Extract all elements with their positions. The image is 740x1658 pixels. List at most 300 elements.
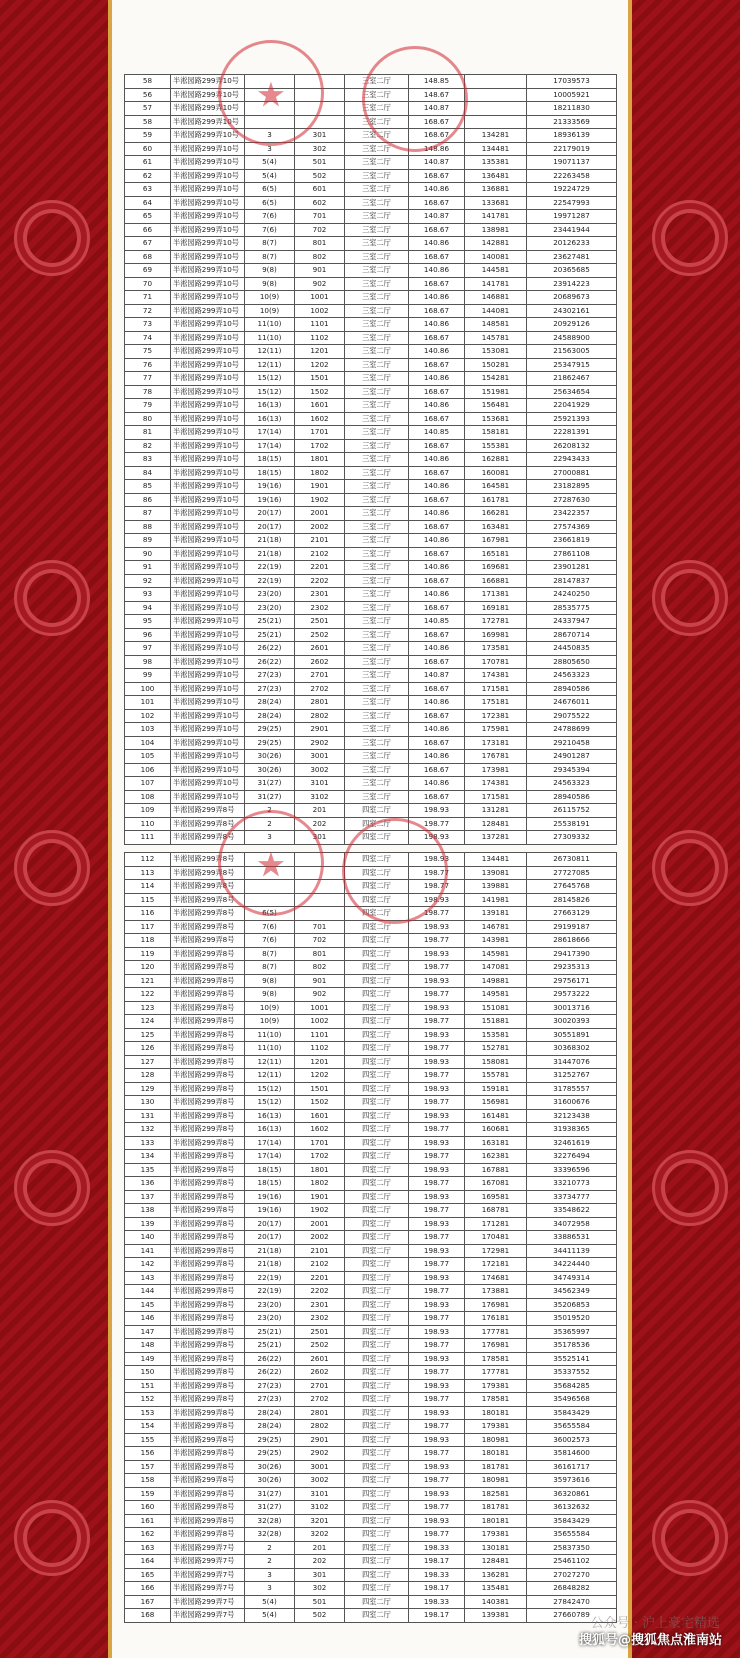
table-cell: 半淞园路299弄10号 [171, 439, 245, 453]
table-cell: 168.67 [409, 304, 465, 318]
table-cell: 35337552 [527, 1366, 617, 1380]
table-row [125, 291, 617, 305]
table-cell: 半淞园路299弄10号 [171, 493, 245, 507]
table-cell: 139081 [465, 866, 527, 880]
table-cell: 半淞园路299弄8号 [171, 1420, 245, 1434]
table-cell: 175181 [465, 696, 527, 710]
table-cell: 130 [125, 1096, 171, 1110]
table-cell: 75 [125, 345, 171, 359]
table-cell: 三室二厅 [345, 237, 409, 251]
table-row [125, 1339, 617, 1353]
table-row [125, 988, 617, 1002]
table-row [125, 709, 617, 723]
table-cell: 159181 [465, 1082, 527, 1096]
table-cell: 三室二厅 [345, 88, 409, 102]
table-cell: 119 [125, 947, 171, 961]
table-cell: 半淞园路299弄10号 [171, 169, 245, 183]
table-cell: 半淞园路299弄10号 [171, 763, 245, 777]
table-cell: 146881 [465, 291, 527, 305]
table-cell: 三室二厅 [345, 102, 409, 116]
table-cell: 半淞园路299弄10号 [171, 520, 245, 534]
table-cell: 2102 [295, 1258, 345, 1272]
table-cell: 1201 [295, 345, 345, 359]
gold-line-right [628, 0, 632, 1658]
table-cell: 179381 [465, 1528, 527, 1542]
table-cell: 半淞园路299弄8号 [171, 1312, 245, 1326]
table-cell: 198.93 [409, 831, 465, 845]
table-cell: 110 [125, 817, 171, 831]
table-cell: 23(20) [245, 1298, 295, 1312]
table-cell: 19971287 [527, 210, 617, 224]
table-row [125, 520, 617, 534]
table-cell: 151981 [465, 385, 527, 399]
table-cell: 半淞园路299弄10号 [171, 129, 245, 143]
table-cell: 2201 [295, 561, 345, 575]
table-cell: 153681 [465, 412, 527, 426]
table-cell: 1801 [295, 453, 345, 467]
table-cell: 168.67 [409, 169, 465, 183]
table-cell: 28805650 [527, 655, 617, 669]
table-cell: 三室二厅 [345, 439, 409, 453]
table-cell: 18(15) [245, 466, 295, 480]
table-cell: 17(14) [245, 1136, 295, 1150]
table-cell: 168.67 [409, 736, 465, 750]
table-cell: 9(8) [245, 974, 295, 988]
table-cell: 四室二厅 [345, 947, 409, 961]
table-cell: 140.86 [409, 183, 465, 197]
table-cell: 140.86 [409, 453, 465, 467]
table-cell: 140 [125, 1231, 171, 1245]
table-cell: 2002 [295, 1231, 345, 1245]
table-cell: 166881 [465, 574, 527, 588]
table-cell: 198.93 [409, 920, 465, 934]
table-cell: 四室二厅 [345, 1406, 409, 1420]
table-cell: 70 [125, 277, 171, 291]
price-table-2 [124, 852, 617, 1623]
table-cell: 198.93 [409, 1055, 465, 1069]
table-row [125, 1582, 617, 1596]
table-cell: 半淞园路299弄10号 [171, 736, 245, 750]
table-cell: 168.67 [409, 277, 465, 291]
table-cell: 171581 [465, 790, 527, 804]
table-cell: 152 [125, 1393, 171, 1407]
table-row [125, 547, 617, 561]
table-cell: 28940586 [527, 790, 617, 804]
table-cell: 半淞园路299弄10号 [171, 372, 245, 386]
table-cell [465, 75, 527, 89]
table-cell: 169581 [465, 1190, 527, 1204]
table-cell: 2502 [295, 628, 345, 642]
table-cell: 128 [125, 1069, 171, 1083]
table-cell: 163481 [465, 520, 527, 534]
table-row [125, 1474, 617, 1488]
table-cell: 半淞园路299弄10号 [171, 561, 245, 575]
table-cell: 83 [125, 453, 171, 467]
table-cell: 144081 [465, 304, 527, 318]
table-cell: 2901 [295, 1433, 345, 1447]
table-cell: 198.93 [409, 1514, 465, 1528]
table-cell: 145781 [465, 331, 527, 345]
table-cell: 139881 [465, 880, 527, 894]
table-cell: 半淞园路299弄10号 [171, 790, 245, 804]
table-cell: 3001 [295, 1460, 345, 1474]
table-cell: 四室二厅 [345, 1190, 409, 1204]
table-cell: 半淞园路299弄8号 [171, 1298, 245, 1312]
table-cell: 18(15) [245, 1177, 295, 1191]
table-cell: 157 [125, 1460, 171, 1474]
table-cell: 15(12) [245, 1082, 295, 1096]
table-cell: 36132632 [527, 1501, 617, 1515]
table-cell: 19(16) [245, 1204, 295, 1218]
table-cell: 139381 [465, 1609, 527, 1623]
table-cell: 161481 [465, 1109, 527, 1123]
table-cell: 三室二厅 [345, 331, 409, 345]
table-cell: 149881 [465, 974, 527, 988]
table-cell: 198.93 [409, 1028, 465, 1042]
table-cell: 97 [125, 642, 171, 656]
table-cell: 140.85 [409, 615, 465, 629]
table-cell: 半淞园路299弄8号 [171, 1055, 245, 1069]
table-cell: 101 [125, 696, 171, 710]
table-cell: 301 [295, 831, 345, 845]
table-cell: 11(10) [245, 318, 295, 332]
table-row [125, 682, 617, 696]
table-cell: 502 [295, 1609, 345, 1623]
table-row [125, 480, 617, 494]
table-cell: 198.93 [409, 1406, 465, 1420]
table-cell: 168.67 [409, 601, 465, 615]
table-cell: 29199187 [527, 920, 617, 934]
table-cell: 26(22) [245, 1366, 295, 1380]
table-cell: 501 [295, 1595, 345, 1609]
table-cell: 10(9) [245, 1015, 295, 1029]
company-seal-2: ★ [218, 810, 324, 916]
table-cell: 168.67 [409, 790, 465, 804]
table-cell: 三室二厅 [345, 169, 409, 183]
table-cell: 三室二厅 [345, 345, 409, 359]
table-cell: 1502 [295, 1096, 345, 1110]
table-cell: 32(28) [245, 1528, 295, 1542]
table-cell: 四室二厅 [345, 1055, 409, 1069]
table-row [125, 493, 617, 507]
table-cell: 21(18) [245, 534, 295, 548]
table-cell: 2202 [295, 1285, 345, 1299]
table-cell: 三室二厅 [345, 520, 409, 534]
table-cell: 153 [125, 1406, 171, 1420]
table-cell: 164581 [465, 480, 527, 494]
table-cell: 23627481 [527, 250, 617, 264]
table-cell: 149 [125, 1352, 171, 1366]
table-cell: 140.86 [409, 588, 465, 602]
table-cell: 30020393 [527, 1015, 617, 1029]
table-cell: 198.77 [409, 1258, 465, 1272]
table-cell: 702 [295, 934, 345, 948]
table-cell: 三室二厅 [345, 790, 409, 804]
table-cell: 2802 [295, 709, 345, 723]
table-cell: 四室二厅 [345, 1150, 409, 1164]
table-cell: 29345394 [527, 763, 617, 777]
table-cell: 198.77 [409, 1447, 465, 1461]
table-cell: 28535775 [527, 601, 617, 615]
table-cell: 2002 [295, 520, 345, 534]
table-cell: 6(5) [245, 183, 295, 197]
table-cell: 20(17) [245, 1217, 295, 1231]
table-cell: 198.77 [409, 988, 465, 1002]
table-cell: 1501 [295, 1082, 345, 1096]
table-cell: 1001 [295, 291, 345, 305]
table-cell: 7(6) [245, 223, 295, 237]
table-cell: 四室二厅 [345, 1595, 409, 1609]
table-cell: 半淞园路299弄8号 [171, 853, 245, 867]
table-cell: 170481 [465, 1231, 527, 1245]
table-cell: 半淞园路299弄8号 [171, 1406, 245, 1420]
table-cell: 半淞园路299弄8号 [171, 1015, 245, 1029]
ornament-left-5 [14, 1500, 90, 1576]
table-cell: 27727085 [527, 866, 617, 880]
table-cell: 25(21) [245, 1339, 295, 1353]
table-cell: 100 [125, 682, 171, 696]
table-cell: 3 [245, 1568, 295, 1582]
table-cell: 112 [125, 853, 171, 867]
table-cell: 四室二厅 [345, 1339, 409, 1353]
table-cell: 三室二厅 [345, 304, 409, 318]
table-cell: 18(15) [245, 453, 295, 467]
table-cell: 半淞园路299弄10号 [171, 75, 245, 89]
table-cell: 86 [125, 493, 171, 507]
table-cell: 198.77 [409, 1474, 465, 1488]
table-cell: 167981 [465, 534, 527, 548]
table-cell: 三室二厅 [345, 777, 409, 791]
table-cell: 99 [125, 669, 171, 683]
table-cell: 198.77 [409, 961, 465, 975]
table-cell: 1702 [295, 439, 345, 453]
table-cell: 34749314 [527, 1271, 617, 1285]
table-cell: 1502 [295, 385, 345, 399]
table-cell: 1501 [295, 372, 345, 386]
table-row [125, 601, 617, 615]
table-cell: 701 [295, 210, 345, 224]
table-row [125, 1258, 617, 1272]
table-row [125, 1015, 617, 1029]
table-cell: 1002 [295, 1015, 345, 1029]
table-cell: 2801 [295, 696, 345, 710]
table-cell: 26(22) [245, 1352, 295, 1366]
table-cell: 155781 [465, 1069, 527, 1083]
table-row [125, 1528, 617, 1542]
table-cell: 三室二厅 [345, 466, 409, 480]
table-cell: 2202 [295, 574, 345, 588]
table-cell: 半淞园路299弄7号 [171, 1568, 245, 1582]
table-row [125, 1298, 617, 1312]
table-cell: 2701 [295, 669, 345, 683]
table-cell: 201 [295, 1541, 345, 1555]
table-cell: 四室二厅 [345, 1582, 409, 1596]
table-row [125, 669, 617, 683]
table-cell: 76 [125, 358, 171, 372]
table-cell: 129 [125, 1082, 171, 1096]
table-row [125, 196, 617, 210]
table-cell: 140.86 [409, 399, 465, 413]
table-cell: 三室二厅 [345, 750, 409, 764]
table-cell: 半淞园路299弄8号 [171, 947, 245, 961]
table-cell: 16(13) [245, 1123, 295, 1137]
table-cell: 三室二厅 [345, 129, 409, 143]
table-cell: 138981 [465, 223, 527, 237]
table-cell: 2 [245, 804, 295, 818]
table-cell: 134 [125, 1150, 171, 1164]
table-cell: 28147837 [527, 574, 617, 588]
table-cell: 2301 [295, 588, 345, 602]
table-cell: 24563323 [527, 777, 617, 791]
table-cell: 140.87 [409, 210, 465, 224]
table-cell: 33886531 [527, 1231, 617, 1245]
table-cell: 198.93 [409, 1163, 465, 1177]
table-cell: 171281 [465, 1217, 527, 1231]
table-cell: 2701 [295, 1379, 345, 1393]
table-cell: 四室二厅 [345, 1568, 409, 1582]
table-row [125, 736, 617, 750]
table-cell: 1202 [295, 358, 345, 372]
table-cell: 12(11) [245, 358, 295, 372]
table-row [125, 142, 617, 156]
table-cell: 198.93 [409, 1271, 465, 1285]
table-cell: 35843429 [527, 1514, 617, 1528]
table-cell: 8(7) [245, 250, 295, 264]
table-cell: 24588900 [527, 331, 617, 345]
table-cell: 半淞园路299弄8号 [171, 1217, 245, 1231]
table-row [125, 615, 617, 629]
table-cell: 32461619 [527, 1136, 617, 1150]
table-cell: 16(13) [245, 399, 295, 413]
table-cell: 3 [245, 1582, 295, 1596]
table-cell: 29235313 [527, 961, 617, 975]
table-cell: 半淞园路299弄8号 [171, 907, 245, 921]
table-cell: 27027270 [527, 1568, 617, 1582]
table-cell: 20(17) [245, 507, 295, 521]
table-cell: 29(25) [245, 1433, 295, 1447]
table-cell: 66 [125, 223, 171, 237]
table-cell: 10(9) [245, 304, 295, 318]
table-cell: 三室二厅 [345, 399, 409, 413]
table-row [125, 1514, 617, 1528]
table-cell: 27309332 [527, 831, 617, 845]
table-cell: 23901281 [527, 561, 617, 575]
table-cell: 四室二厅 [345, 853, 409, 867]
table-cell: 198.93 [409, 1325, 465, 1339]
table-cell: 198.93 [409, 947, 465, 961]
table-cell: 31938365 [527, 1123, 617, 1137]
table-cell: 3 [245, 129, 295, 143]
table-cell: 125 [125, 1028, 171, 1042]
table-cell: 半淞园路299弄10号 [171, 156, 245, 170]
table-cell: 140.86 [409, 345, 465, 359]
company-seal-1: ★ [218, 40, 324, 146]
table-cell: 176781 [465, 750, 527, 764]
table-cell: 118 [125, 934, 171, 948]
table-cell: 10(9) [245, 1001, 295, 1015]
table-cell: 140.86 [409, 507, 465, 521]
table-cell: 137281 [465, 831, 527, 845]
table-row [125, 1150, 617, 1164]
table-cell: 198.77 [409, 880, 465, 894]
table-cell: 2801 [295, 1406, 345, 1420]
table-cell: 172181 [465, 1258, 527, 1272]
table-cell: 142 [125, 1258, 171, 1272]
table-cell: 85 [125, 480, 171, 494]
table-cell: 四室二厅 [345, 1231, 409, 1245]
table-cell: 半淞园路299弄10号 [171, 709, 245, 723]
table-cell: 155 [125, 1433, 171, 1447]
table-cell: 135 [125, 1163, 171, 1177]
table-cell: 36161717 [527, 1460, 617, 1474]
table-cell: 18(15) [245, 1163, 295, 1177]
table-cell: 27(23) [245, 1379, 295, 1393]
table-cell: 1601 [295, 1109, 345, 1123]
table-cell: 198.93 [409, 1190, 465, 1204]
table-cell: 22(19) [245, 1285, 295, 1299]
table-cell: 3002 [295, 1474, 345, 1488]
table-cell: 3201 [295, 1514, 345, 1528]
table-cell: 168.67 [409, 439, 465, 453]
table-cell: 136 [125, 1177, 171, 1191]
table-cell: 24901287 [527, 750, 617, 764]
table-cell: 116 [125, 907, 171, 921]
table-cell: 3102 [295, 790, 345, 804]
table-cell: 801 [295, 237, 345, 251]
table-cell: 半淞园路299弄8号 [171, 1460, 245, 1474]
table-row [125, 723, 617, 737]
ornament-right-5 [652, 1500, 728, 1576]
table-cell: 半淞园路299弄8号 [171, 1285, 245, 1299]
table-cell: 25461102 [527, 1555, 617, 1569]
table-cell: 136281 [465, 1568, 527, 1582]
table-cell: 140081 [465, 250, 527, 264]
table-cell: 半淞园路299弄8号 [171, 1204, 245, 1218]
table-cell: 23(20) [245, 588, 295, 602]
table-cell: 24450835 [527, 642, 617, 656]
table-cell: 22041929 [527, 399, 617, 413]
table-cell: 半淞园路299弄8号 [171, 1069, 245, 1083]
table-cell: 28670714 [527, 628, 617, 642]
table-cell: 半淞园路299弄8号 [171, 893, 245, 907]
table-cell: 168.67 [409, 331, 465, 345]
table-row [125, 1595, 617, 1609]
table-cell: 21333569 [527, 115, 617, 129]
table-cell: 155381 [465, 439, 527, 453]
table-cell: 1702 [295, 1150, 345, 1164]
table-cell: 179381 [465, 1420, 527, 1434]
table-cell: 四室二厅 [345, 1177, 409, 1191]
table-cell: 36320861 [527, 1487, 617, 1501]
table-row [125, 331, 617, 345]
table-cell: 153581 [465, 1028, 527, 1042]
table-cell: 四室二厅 [345, 817, 409, 831]
table-cell: 四室二厅 [345, 1501, 409, 1515]
table-cell: 177781 [465, 1366, 527, 1380]
table-row [125, 642, 617, 656]
table-cell: 198.93 [409, 1298, 465, 1312]
table-cell: 20(17) [245, 1231, 295, 1245]
table-cell: 158 [125, 1474, 171, 1488]
table-cell: 22547993 [527, 196, 617, 210]
table-cell: 27842470 [527, 1595, 617, 1609]
table-cell: 140.87 [409, 156, 465, 170]
table-row [125, 1420, 617, 1434]
table-cell: 17039573 [527, 75, 617, 89]
table-cell: 27(23) [245, 682, 295, 696]
table-cell: 半淞园路299弄8号 [171, 1339, 245, 1353]
table-cell: 88 [125, 520, 171, 534]
